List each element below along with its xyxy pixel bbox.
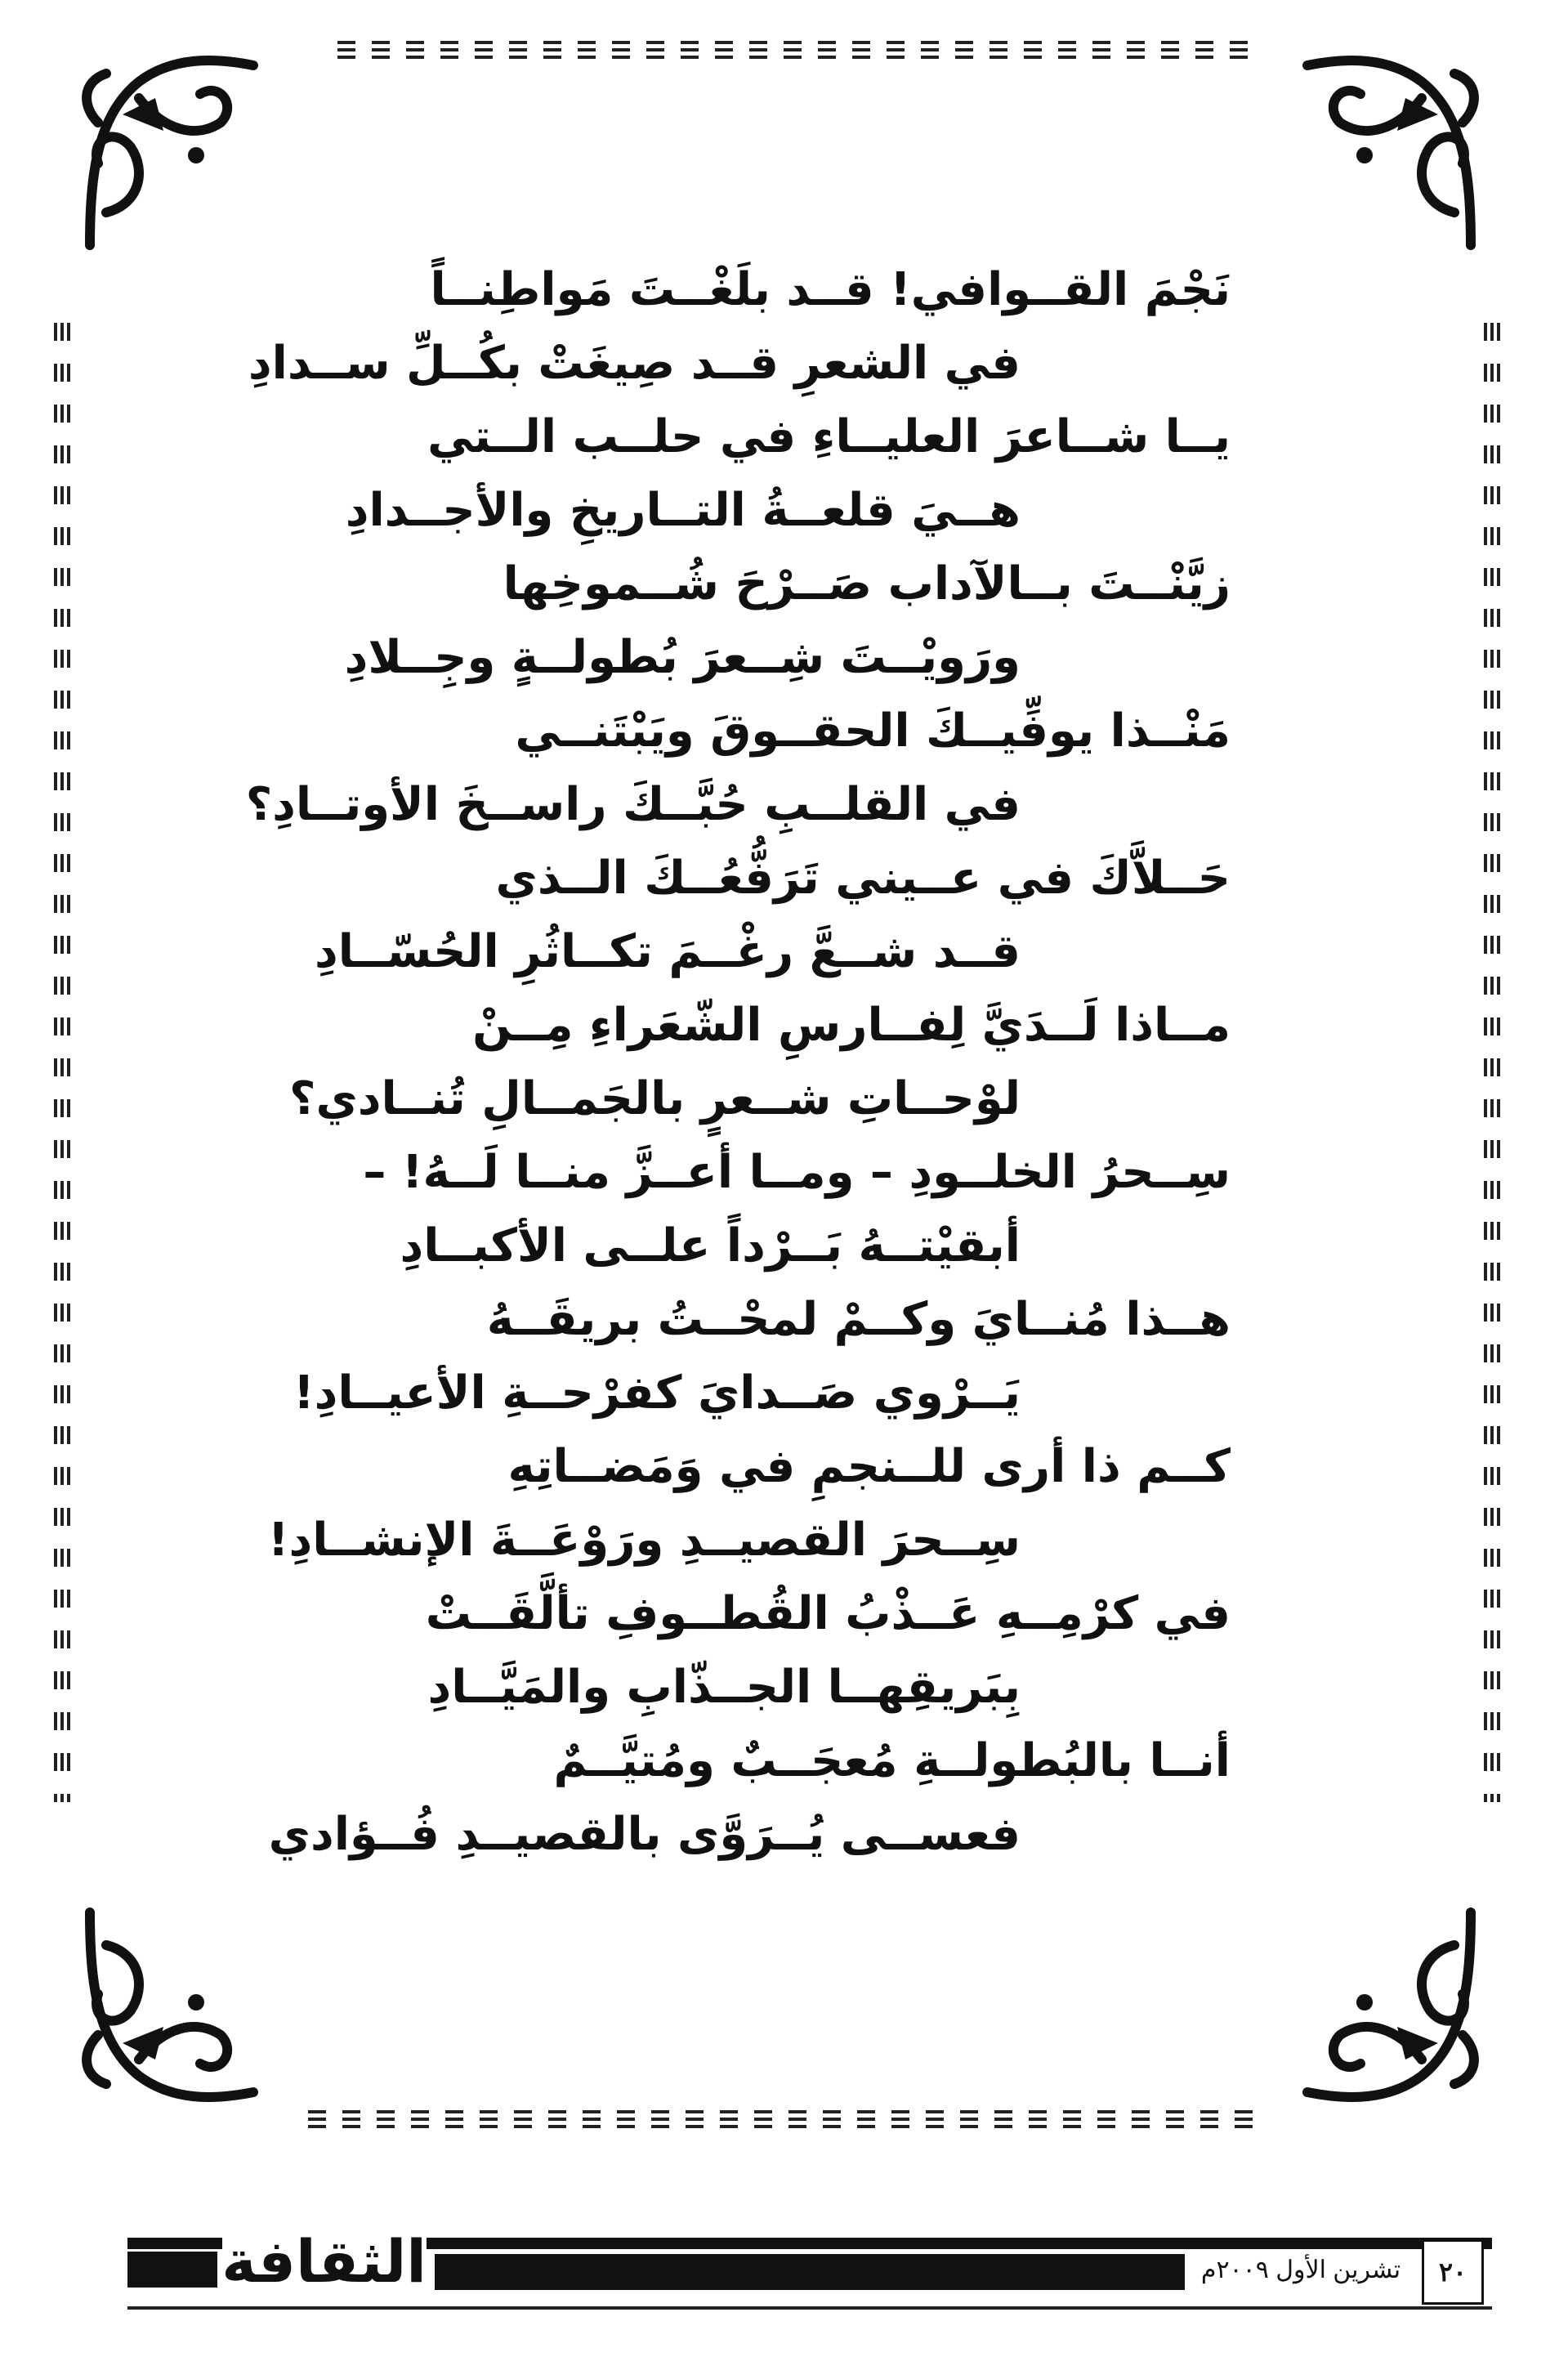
issue-date: تشرين الأول ٢٠٠٩م <box>1200 2256 1401 2283</box>
verse-second-hemistich: أبقيْتــهُ بَــرْداً علــى الأكبــادِ <box>400 1219 1021 1272</box>
verse-first-hemistich: في كرْمِــهِ عَــذْبُ القُطــوفِ تألَّقَــتْ <box>425 1587 1231 1640</box>
verse-second-hemistich: يَــرْوي صَــدايَ كفرْحــةِ الأعيــادِ! <box>293 1366 1021 1420</box>
verse-second-hemistich: في الشعرِ قــد صِيغَتْ بكُــلِّ ســدادِ <box>248 337 1021 390</box>
verse-second-hemistich: ورَويْــتَ شِــعرَ بُطولــةٍ وجِــلادِ <box>344 631 1021 684</box>
corner-ornament-top-right-icon <box>1291 49 1487 262</box>
verse-second-hemistich: قــد شــعَّ رغْــمَ تكــاثُرِ الحُسّــادِ <box>315 925 1021 978</box>
right-side-border <box>1484 323 1502 1802</box>
verse-second-hemistich: هــيَ قلعــةُ التــاريخِ والأجــدادِ <box>345 484 1021 537</box>
verse-first-hemistich: مَنْــذا يوفِّيــكَ الحقــوقَ ويَبْتَنــي <box>515 704 1231 758</box>
verse-second-hemistich: لوْحــاتِ شــعرٍ بالجَمــالِ تُنــادي؟ <box>289 1072 1021 1125</box>
verse-first-hemistich: زيَّنْــتَ بــالآداب صَــرْحَ شُــموخِها <box>503 557 1231 610</box>
verse-first-hemistich: مــاذا لَــدَيَّ لِفــارسِ الشّعَراءِ مِــنْ <box>472 999 1231 1052</box>
corner-ornament-bottom-right-icon <box>1291 1896 1487 2109</box>
verse-second-hemistich: بِبَريقِهــا الجــذّابِ والمَيَّــادِ <box>427 1661 1021 1714</box>
verse-first-hemistich: هــذا مُنــايَ وكــمْ لمحْــتُ بريقَــهُ <box>486 1293 1231 1346</box>
verse-second-hemistich: في القلــبِ حُبَّــكَ راســخَ الأوتــادِ؟ <box>245 778 1021 831</box>
verse-first-hemistich: يــا شــاعرَ العليــاءِ في حلــب الــتي <box>427 410 1231 463</box>
footer-left-bar <box>127 2252 217 2288</box>
verse-first-hemistich: كــم ذا أرى للــنجمِ في وَمَضــاتِهِ <box>507 1440 1231 1493</box>
top-dashed-border <box>337 41 1253 59</box>
verse-first-hemistich: أنــا بالبُطولــةِ مُعجَــبٌ ومُتيَّــمٌ <box>553 1734 1231 1787</box>
page-number: ٢٠ <box>1422 2239 1484 2305</box>
verse-first-hemistich: سِــحرُ الخلــودِ – ومــا أعــزَّ منــا لَــهُ! – <box>363 1146 1231 1199</box>
corner-ornament-top-left-icon <box>74 49 270 262</box>
left-side-border <box>54 323 72 1802</box>
magazine-logo: الثقافة <box>222 2225 427 2298</box>
corner-ornament-bottom-left-icon <box>74 1896 270 2109</box>
verse-second-hemistich: فعســى يُــرَوَّى بالقصيــدِ فُــؤادي <box>268 1808 1021 1861</box>
verse-first-hemistich: حَــلاَّكَ في عــيني تَرَفُّعُــكَ الــذي <box>495 852 1231 905</box>
verse-first-hemistich: نَجْمَ القــوافي! قــد بلَغْــتَ مَواطِنــاً <box>430 263 1231 316</box>
footer-thin-rule <box>127 2306 1492 2310</box>
verse-second-hemistich: سِــحرَ القصيــدِ ورَوْعَــةَ الإنشــادِ! <box>267 1514 1021 1567</box>
bottom-dashed-border <box>308 2110 1253 2128</box>
footer-middle-bar <box>435 2254 1185 2290</box>
